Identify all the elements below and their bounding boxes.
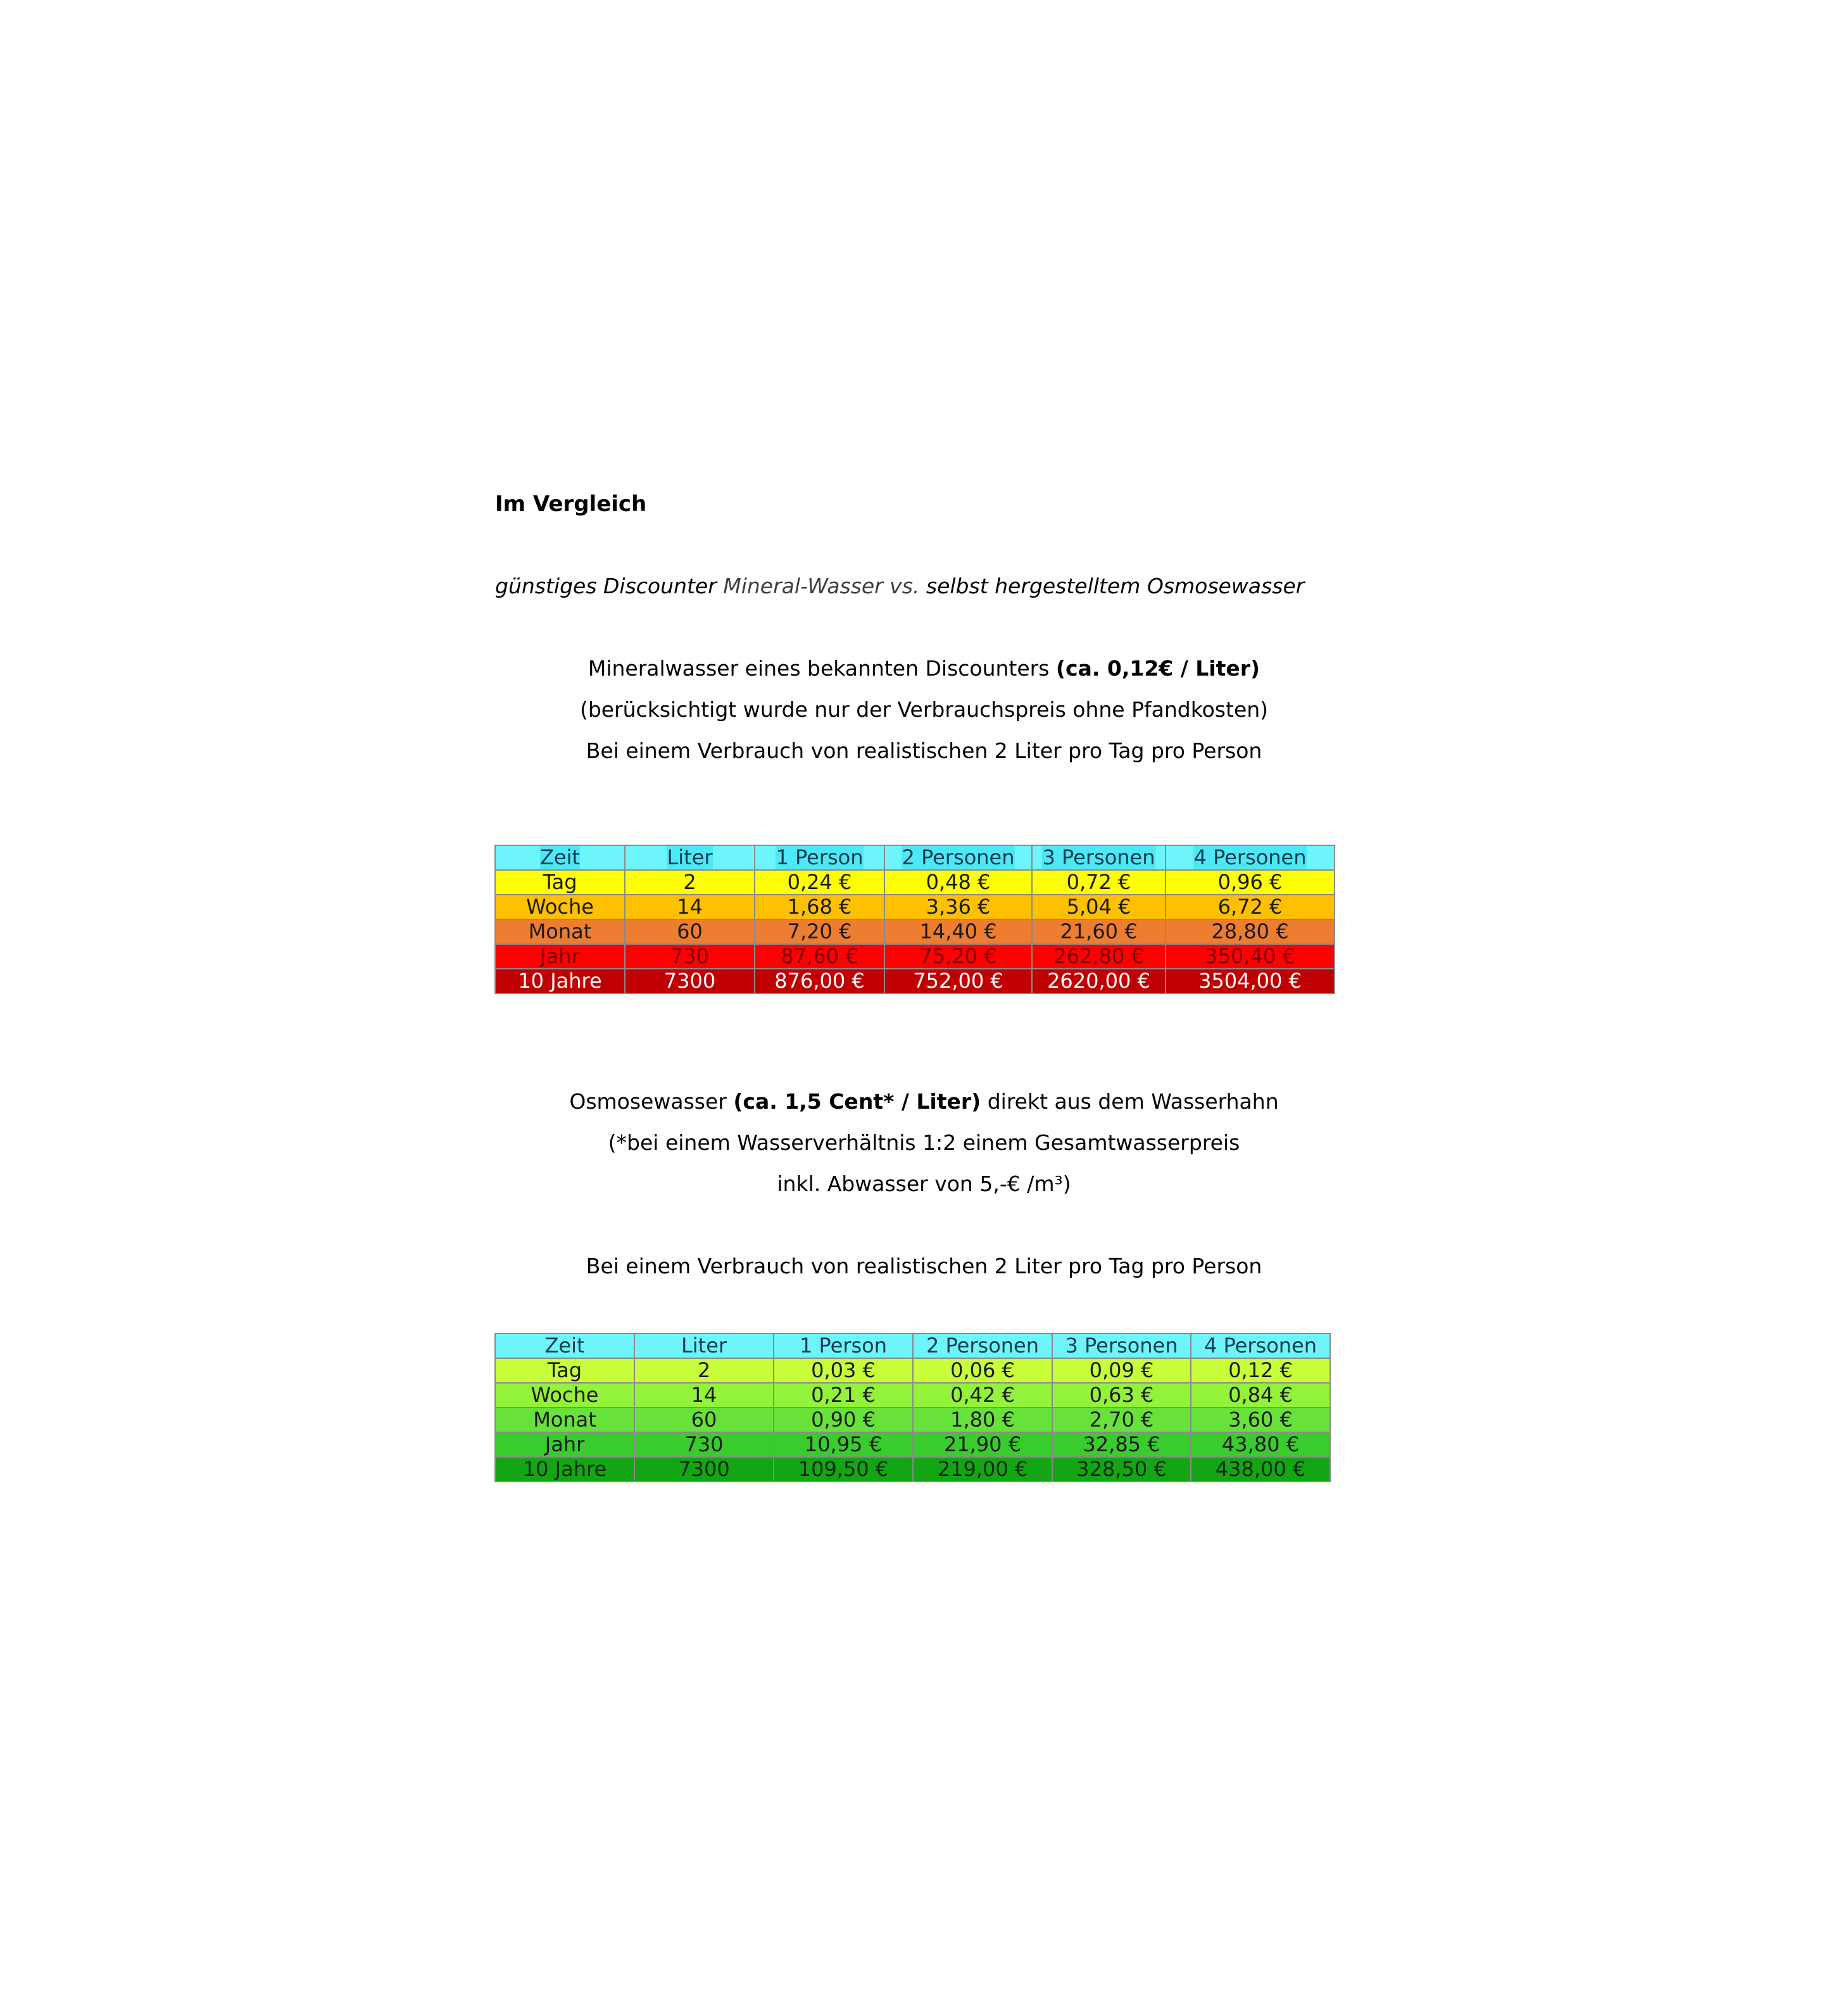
- table-cell: 350,40 €: [1166, 944, 1335, 969]
- table-header-label: Zeit: [544, 1333, 585, 1358]
- table-header-label: 3 Personen: [1042, 845, 1155, 869]
- table-cell: 0,03 €: [774, 1358, 913, 1383]
- table-cell: 7300: [634, 1457, 774, 1482]
- table-header-label: 2 Personen: [902, 845, 1015, 869]
- table-cell: Monat: [495, 1408, 634, 1432]
- table-cell: 21,60 €: [1032, 919, 1166, 944]
- table-cell: 75,20 €: [884, 944, 1032, 969]
- table-cell: 0,96 €: [1166, 870, 1335, 895]
- table-row: [495, 1383, 1330, 1408]
- table-header-cell: [755, 845, 884, 870]
- table-cell: 14: [634, 1383, 774, 1408]
- table-cell: 0,21 €: [774, 1383, 913, 1408]
- subtitle-part-3: selbst hergestelltem Osmosewasser: [919, 574, 1305, 598]
- osmose-line-1-text-a: Osmosewasser: [569, 1089, 734, 1114]
- table-cell: 0,48 €: [884, 870, 1032, 895]
- table-cell: 28,80 €: [1166, 919, 1335, 944]
- table-cell: 730: [625, 944, 755, 969]
- table-cell: 2: [634, 1358, 774, 1383]
- mineral-line-1: [0, 656, 1848, 681]
- table-cell: 0,84 €: [1191, 1383, 1330, 1408]
- table-header-cell: [884, 845, 1032, 870]
- table-cell: 43,80 €: [1191, 1432, 1330, 1457]
- table-cell: 7,20 €: [755, 919, 884, 944]
- table-cell: 0,72 €: [1032, 870, 1166, 895]
- table-cell: 219,00 €: [913, 1457, 1052, 1482]
- table-header-label: Zeit: [539, 845, 581, 869]
- table-header-cell: [913, 1333, 1052, 1358]
- mineral-line-1-text: Mineralwasser eines bekannten Discounters: [588, 656, 1056, 681]
- table-cell: 730: [634, 1432, 774, 1457]
- table-cell: 2,70 €: [1052, 1408, 1191, 1432]
- table-row: [495, 944, 1335, 969]
- table-cell: 0,42 €: [913, 1383, 1052, 1408]
- mineral-price: (ca. 0,12€ / Liter): [1055, 656, 1260, 681]
- table-header-cell: [774, 1333, 913, 1358]
- table-cell: 2: [625, 870, 755, 895]
- table-header-cell: [495, 845, 625, 870]
- table-cell: 14: [625, 895, 755, 919]
- table-cell: 60: [625, 919, 755, 944]
- table-cell: 7300: [625, 969, 755, 993]
- table-header-label: 4 Personen: [1204, 1333, 1317, 1358]
- table-cell: 109,50 €: [774, 1457, 913, 1482]
- table-cell: 0,12 €: [1191, 1358, 1330, 1383]
- table-cell: 0,24 €: [755, 870, 884, 895]
- table-cell: 14,40 €: [884, 919, 1032, 944]
- table-row: [495, 870, 1335, 895]
- table-cell: 6,72 €: [1166, 895, 1335, 919]
- mineral-line-3: Bei einem Verbrauch von realistischen 2 Liter pro Tag pro Person: [586, 738, 1262, 763]
- table-cell: 0,63 €: [1052, 1383, 1191, 1408]
- table-header-cell: [1191, 1333, 1330, 1358]
- table-header-label: 1 Person: [776, 845, 864, 869]
- table-header-cell: [625, 845, 755, 870]
- table-row: [495, 1408, 1330, 1432]
- table-cell: 438,00 €: [1191, 1457, 1330, 1482]
- table-header-cell: [634, 1333, 774, 1358]
- osmose-line-3: inkl. Abwasser von 5,-€ /m³): [777, 1171, 1071, 1196]
- table-cell: 87,60 €: [755, 944, 884, 969]
- table-row: [495, 1457, 1330, 1482]
- table-cell: 10,95 €: [774, 1432, 913, 1457]
- table-header-label: 1 Person: [799, 1333, 888, 1358]
- table-header-cell: [1032, 845, 1166, 870]
- table-cell: 1,68 €: [755, 895, 884, 919]
- table-cell: 10 Jahre: [495, 1457, 634, 1482]
- osmose-line-4: Bei einem Verbrauch von realistischen 2 Liter pro Tag pro Person: [586, 1254, 1262, 1278]
- table-cell: 0,90 €: [774, 1408, 913, 1432]
- table-header-cell: [1166, 845, 1335, 870]
- page-title: Im Vergleich: [495, 491, 647, 517]
- table-cell: 5,04 €: [1032, 895, 1166, 919]
- table-cell: Woche: [495, 1383, 634, 1408]
- table-cell: 262,80 €: [1032, 944, 1166, 969]
- table-header-row: [495, 845, 1335, 870]
- table-row: [495, 1432, 1330, 1457]
- osmose-cost-table: [494, 1333, 1331, 1482]
- osmose-line-1-text-b: direkt aus dem Wasserhahn: [981, 1089, 1279, 1114]
- table-cell: Jahr: [495, 944, 625, 969]
- table-cell: 32,85 €: [1052, 1432, 1191, 1457]
- osmose-line-2: (*bei einem Wasserverhältnis 1:2 einem Gesamtwasserpreis: [608, 1130, 1240, 1155]
- table-cell: 3504,00 €: [1166, 969, 1335, 993]
- table-cell: 3,60 €: [1191, 1408, 1330, 1432]
- table-header-label: 2 Personen: [926, 1333, 1040, 1358]
- table-cell: Woche: [495, 895, 625, 919]
- table-cell: 752,00 €: [884, 969, 1032, 993]
- table-row: [495, 895, 1335, 919]
- table-cell: Monat: [495, 919, 625, 944]
- table-row: [495, 919, 1335, 944]
- table-cell: 3,36 €: [884, 895, 1032, 919]
- mineral-cost-table: [494, 845, 1335, 994]
- table-cell: 2620,00 €: [1032, 969, 1166, 993]
- table-cell: 21,90 €: [913, 1432, 1052, 1457]
- table-cell: 328,50 €: [1052, 1457, 1191, 1482]
- table-row: [495, 1358, 1330, 1383]
- table-cell: 1,80 €: [913, 1408, 1052, 1432]
- table-header-label: Liter: [667, 845, 713, 869]
- subtitle: [495, 574, 1304, 599]
- osmose-line-1: [0, 1089, 1848, 1114]
- table-cell: 10 Jahre: [495, 969, 625, 993]
- table-cell: 60: [634, 1408, 774, 1432]
- subtitle-part-2: Mineral-Wasser vs.: [723, 574, 920, 598]
- mineral-line-2: (berücksichtigt wurde nur der Verbrauchspreis ohne Pfandkosten): [579, 697, 1269, 722]
- table-row: [495, 969, 1335, 993]
- table-header-cell: [1052, 1333, 1191, 1358]
- table-header-label: Liter: [681, 1333, 727, 1358]
- table-header-row: [495, 1333, 1330, 1358]
- table-cell: Tag: [495, 1358, 634, 1383]
- table-header-label: 3 Personen: [1065, 1333, 1178, 1358]
- table-cell: 876,00 €: [755, 969, 884, 993]
- table-header-label: 4 Personen: [1193, 845, 1307, 869]
- table-header-cell: [495, 1333, 634, 1358]
- table-cell: Tag: [495, 870, 625, 895]
- subtitle-part-1: günstiges Discounter: [495, 574, 724, 598]
- table-cell: 0,09 €: [1052, 1358, 1191, 1383]
- table-cell: 0,06 €: [913, 1358, 1052, 1383]
- osmose-price: (ca. 1,5 Cent* / Liter): [733, 1089, 981, 1114]
- table-cell: Jahr: [495, 1432, 634, 1457]
